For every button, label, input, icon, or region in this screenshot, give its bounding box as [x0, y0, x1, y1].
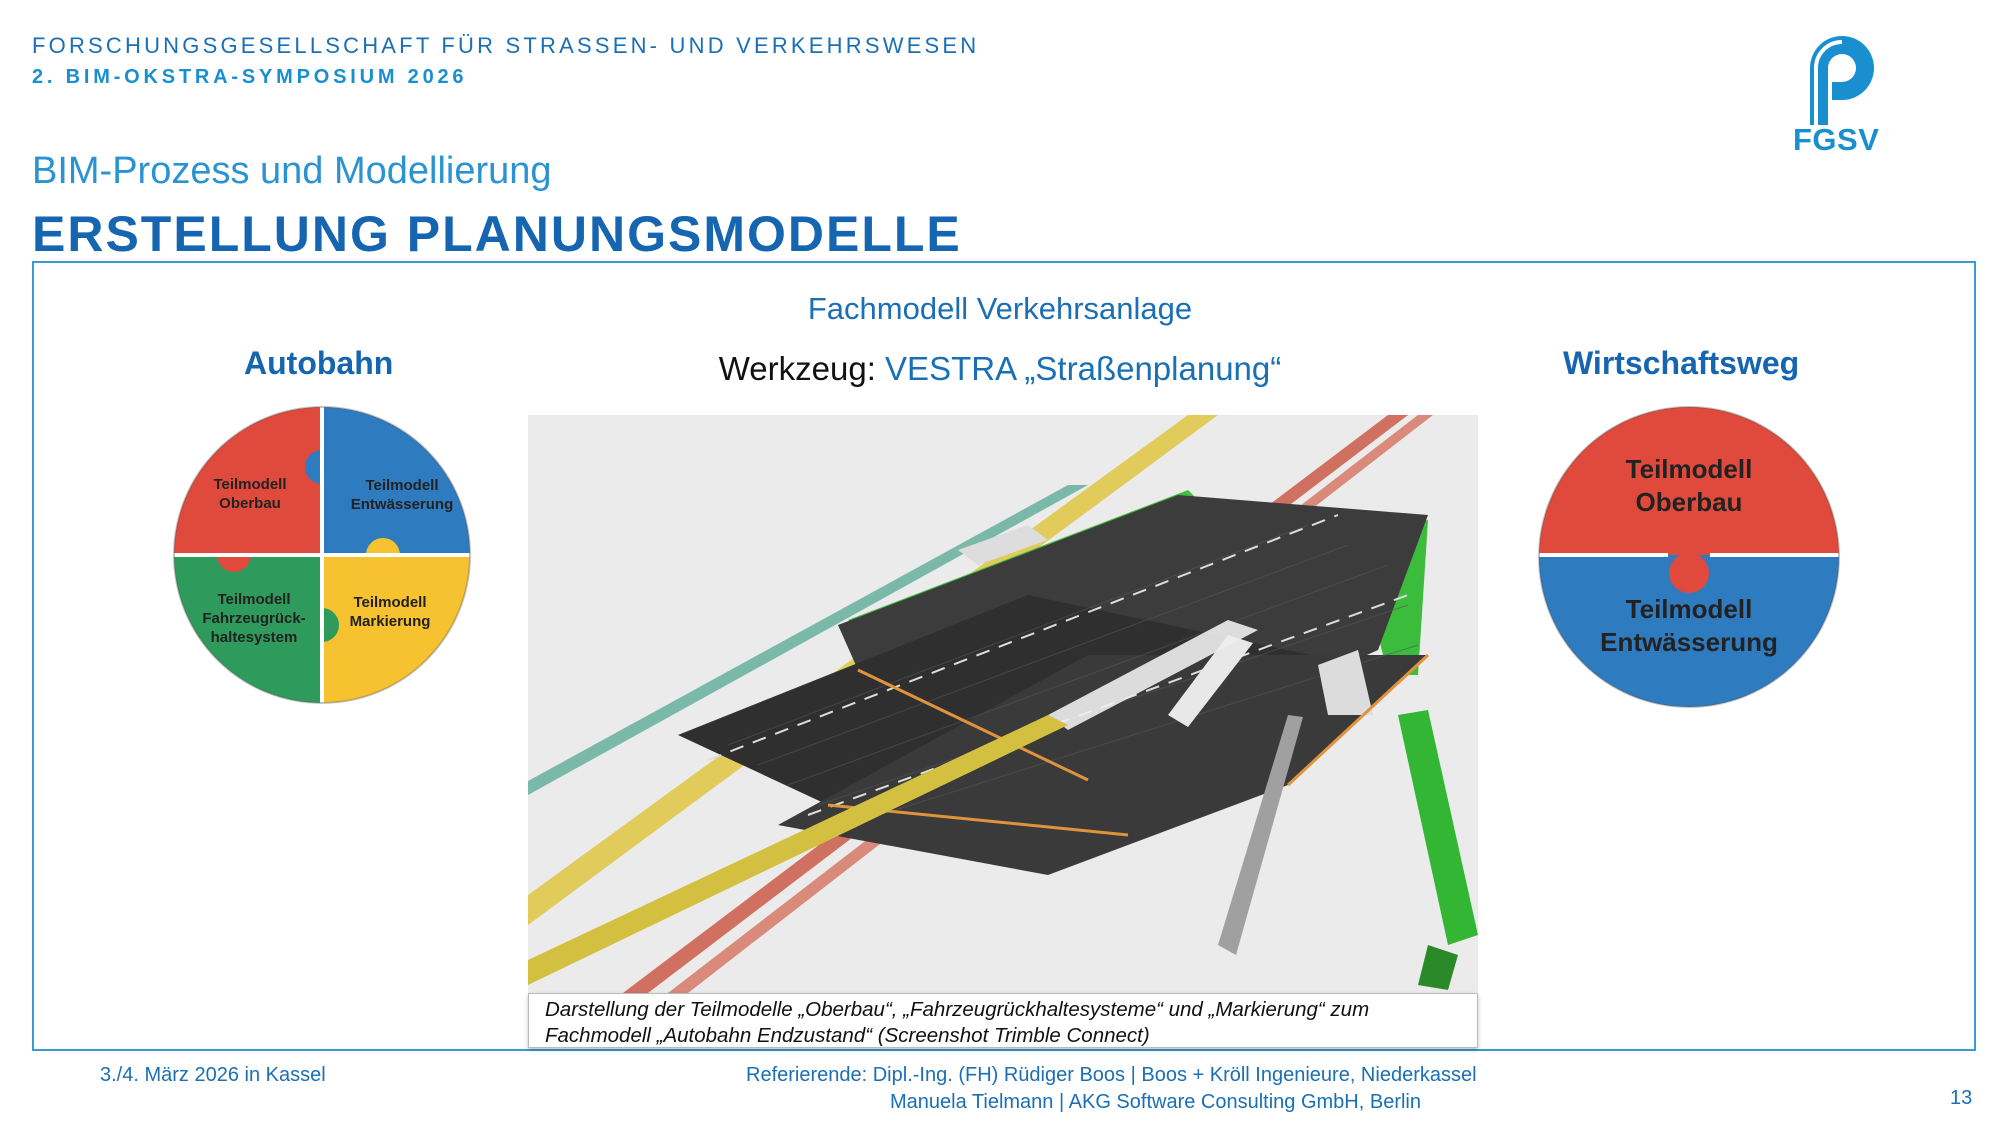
image-caption [528, 993, 1478, 1048]
page-title: ERSTELLUNG PLANUNGSMODELLE [32, 206, 962, 262]
piece-red-line2: Oberbau [1635, 487, 1743, 517]
piece-yellow-line1: Teilmodell [353, 594, 427, 611]
piece-yellow-line2: Markierung [349, 613, 431, 630]
footer-speakers-line1: Referierende: Dipl.-Ing. (FH) Rüdiger Boos | Boos + Kröll Ingenieure, Niederkassel [746, 1064, 1477, 1086]
wirtschaftsweg-label: Wirtschaftsweg [1563, 345, 1800, 381]
piece-red-line1: Teilmodell [1625, 454, 1753, 484]
piece-blue-line2: Entwässerung [350, 496, 454, 513]
section-subtitle: BIM-Prozess und Modellierung [32, 150, 552, 192]
caption-line2: Fachmodell „Autobahn Endzustand“ (Screenshot Trimble Connect) [545, 1024, 1150, 1047]
piece-blue-line1: Teilmodell [1625, 594, 1753, 624]
event-name: 2. BIM-OKSTRA-SYMPOSIUM 2026 [32, 66, 468, 88]
piece-green-line1: Teilmodell [217, 591, 291, 608]
piece-green-line2: Fahrzeugrück- [202, 610, 306, 627]
organization-name: FORSCHUNGSGESELLSCHAFT FÜR STRASSEN- UND VERKEHRSWESEN [32, 33, 980, 58]
autobahn-label: Autobahn [244, 345, 394, 381]
autobahn-puzzle-diagram [172, 405, 472, 710]
piece-blue-line2: Entwässerung [1600, 627, 1778, 657]
tool-name: VESTRA „Straßenplanung“ [885, 350, 1282, 387]
model-heading: Fachmodell Verkehrsanlage [807, 291, 1193, 326]
footer-date: 3./4. März 2026 in Kassel [100, 1064, 326, 1086]
piece-red-line1: Teilmodell [213, 476, 287, 493]
wirtschaftsweg-puzzle-diagram [1537, 405, 1842, 710]
tool-prefix: Werkzeug: [718, 350, 886, 387]
puzzle-piece-yellow [322, 555, 472, 710]
piece-blue-line1: Teilmodell [365, 477, 439, 494]
footer-speakers-line2: Manuela Tielmann | AKG Software Consulting GmbH, Berlin [890, 1091, 1421, 1113]
piece-red-line2: Oberbau [219, 495, 281, 512]
logo-text: FGSV [1793, 122, 1880, 157]
piece-green-line3: haltesystem [210, 629, 298, 646]
road-model-screenshot [528, 415, 1478, 993]
page-number: 13 [1950, 1087, 1973, 1109]
caption-line1: Darstellung der Teilmodelle „Oberbau“, „Fahrzeugrückhaltesysteme“ und „Markierung“ zum [545, 998, 1370, 1021]
